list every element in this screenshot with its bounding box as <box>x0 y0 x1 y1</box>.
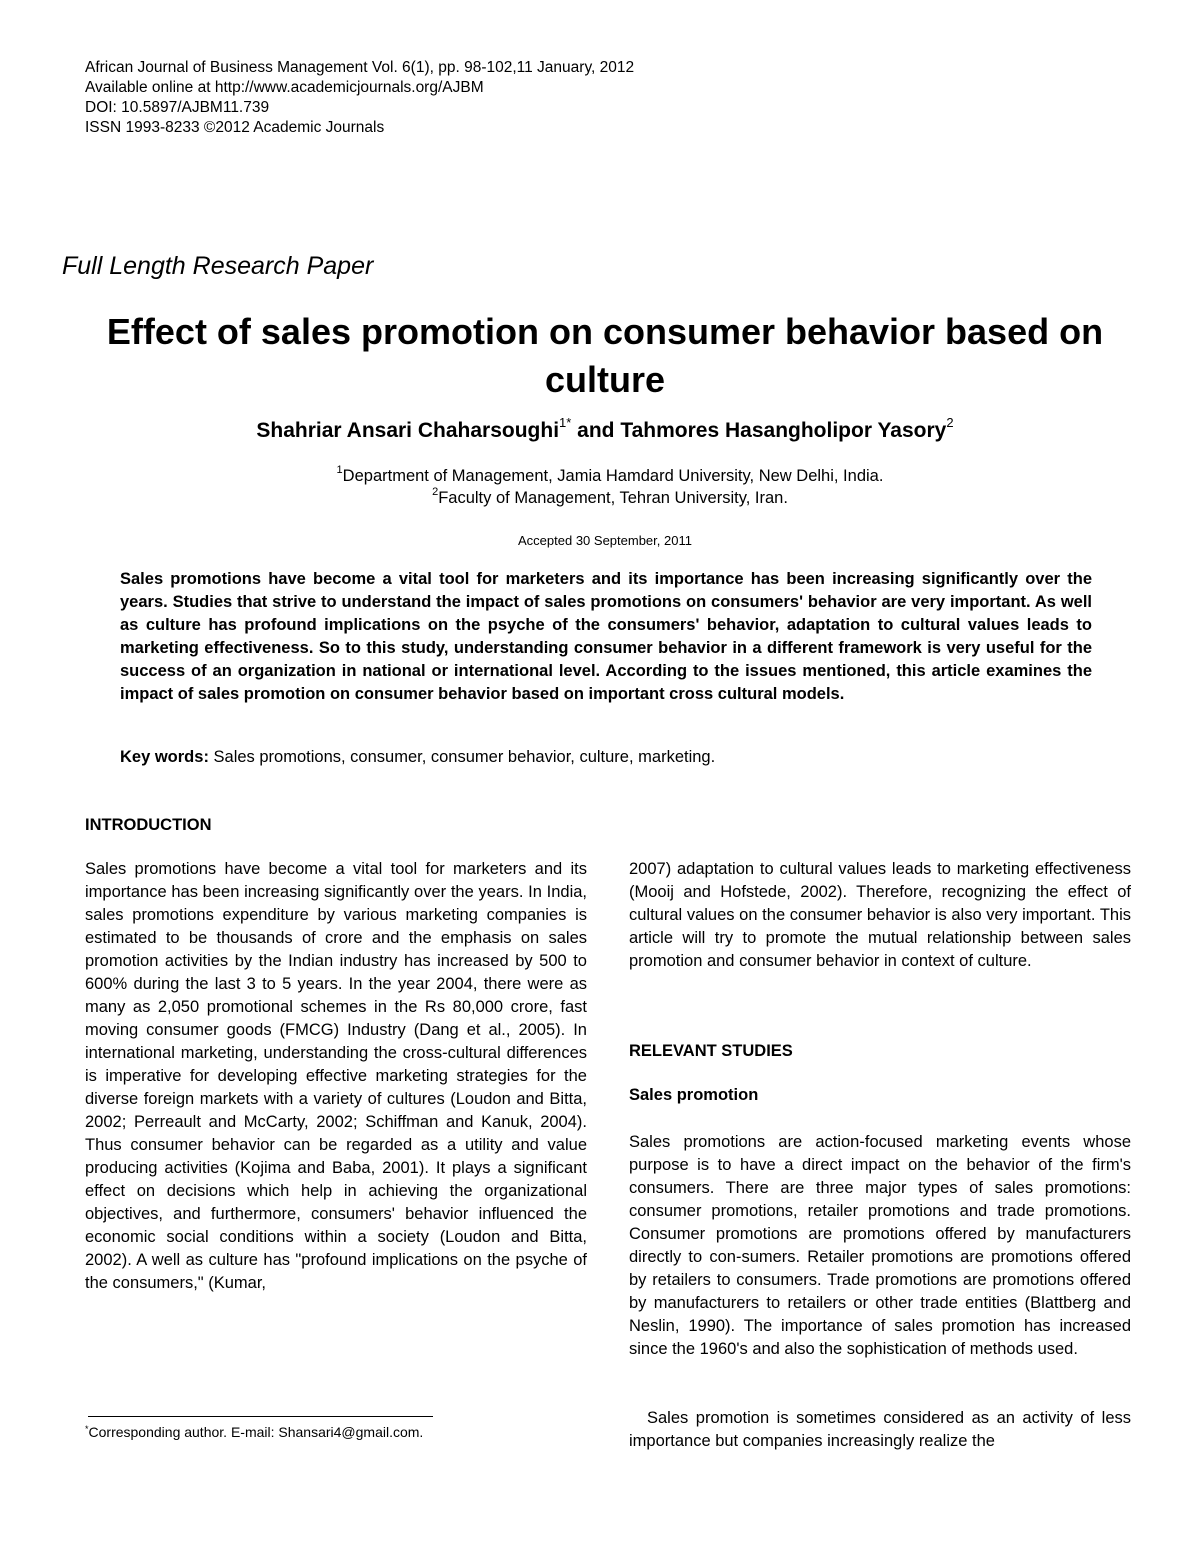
journal-online-url: Available online at http://www.academicjournals.org/AJBM <box>85 79 484 96</box>
article-type: Full Length Research Paper <box>62 252 374 280</box>
affiliation-mark: 2 <box>432 486 439 498</box>
abstract: Sales promotions have become a vital tool for marketers and its importance has been increasing significantly over the years. Studies that strive to understand the impact of sales promotions on consumers' behavior are very important. As well as culture has profound implications on the psyche of the consumers' behavior, adaptation to cultural values leads to marketing effectiveness. So to this study, understanding consumer behavior in a different framework is very useful for the success of an organization in national or international level. According to the issues mentioned, this article examines the impact of sales promotion on consumer behavior based on important cross cultural models. <box>120 570 1092 703</box>
right-column <box>629 858 1131 973</box>
author-affiliation-mark: 1* <box>559 415 572 430</box>
keywords-label: Key words: <box>120 748 209 766</box>
affiliation <box>0 486 1200 508</box>
keywords-text: Sales promotions, consumer, consumer behavior, culture, marketing. <box>208 748 716 766</box>
footnote-mark: * <box>85 1424 89 1434</box>
affiliation-mark: 1 <box>336 464 343 476</box>
accepted-date: Accepted 30 September, 2011 <box>518 533 692 548</box>
left-column <box>85 858 587 1295</box>
footnote-divider <box>88 1416 433 1417</box>
sales-promotion-section-continued <box>629 1407 1131 1453</box>
footnote-text: Corresponding author. E-mail: Shansari4@gmail.com. <box>88 1424 424 1440</box>
journal-header <box>85 58 634 138</box>
journal-citation: African Journal of Business Management Vol. 6(1), pp. 98-102,11 January, 2012 <box>85 59 635 76</box>
affiliation-text: Department of Management, Jamia Hamdard University, New Delhi, India. <box>342 467 884 485</box>
journal-issn: ISSN 1993-8233 ©2012 Academic Journals <box>85 119 385 136</box>
introduction-paragraph: Sales promotions have become a vital tool for marketers and its importance has been increasing significantly over the years. In India, sales promotions expenditure by various marketing companies is estimated to be thousands of crore and the emphasis on sales promotion activities by the Indian industry has increased by 500 to 600% during the last 3 to 5 years. In the year 2004, there were as many as 2,050 promotional schemes in the Rs 80,000 crore, fast moving consumer goods (FMCG) Industry (Dang et al., 2005). In international marketing, understanding the cross-cultural differences is imperative for developing effective marketing strategies for the diverse foreign markets with a variety of cultures (Loudon and Bitta, 2002; Perreault and McCarty, 2002; Schiffman and Kanuk, 2004). Thus consumer behavior can be regarded as a utility and value producing activities (Kojima and Baba, 2001). It plays a significant effect on decisions which help in achieving the organizational objectives, and furthermore, consumers' behavior influenced the economic social conditions within a society (Loudon and Bitta, 2002). A well as culture has "profound implications on the psyche of the consumers," (Kumar, <box>85 860 587 1292</box>
sales-promotion-paragraph: Sales promotions are action-focused marketing events whose purpose is to have a direct impact on the behavior of the firm's consumers. There are three major types of sales promotions: consumer promotions, retailer promotions and trade promotions. Consumer promotions are promotions offered by manufacturers directly to con-sumers. Retailer promotions are promotions offered by retailers to consumers. Trade promotions are promotions offered by manufacturers to retailers or other trade entities (Blattberg and Neslin, 1990). The importance of sales promotion has increased since the 1960's and also the sophistication of methods used. <box>629 1133 1131 1358</box>
section-heading-relevant-studies: RELEVANT STUDIES <box>629 1042 793 1060</box>
journal-doi: DOI: 10.5897/AJBM11.739 <box>85 99 270 116</box>
author-connector: and <box>571 419 621 442</box>
author-name: Tahmores Hasangholipor Yasory <box>620 419 947 442</box>
keywords <box>120 748 715 767</box>
author-affiliation-mark: 2 <box>946 415 954 430</box>
sales-promotion-section <box>629 1131 1131 1361</box>
sales-promotion-paragraph-2: Sales promotion is sometimes considered as an activity of less importance but companies increasingly realize the <box>629 1409 1131 1450</box>
paper-title: Effect of sales promotion on consumer behavior based on culture <box>106 311 1104 400</box>
author-name: Shahriar Ansari Chaharsoughi <box>256 419 560 442</box>
subsection-heading-sales-promotion: Sales promotion <box>629 1086 759 1104</box>
affiliation <box>0 464 1200 486</box>
footnote <box>85 1424 423 1440</box>
affiliation-text: Faculty of Management, Tehran University, Iran. <box>438 489 788 507</box>
section-heading-introduction: INTRODUCTION <box>85 816 212 834</box>
author-list <box>0 415 1200 443</box>
introduction-continuation: 2007) adaptation to cultural values leads to marketing effectiveness (Mooij and Hofstede, 2002). Therefore, recognizing the effect of cultural values on the consumer behavior is also very important. This article will try to promote the mutual relationship between sales promotion and consumer behavior in context of culture. <box>629 860 1131 970</box>
